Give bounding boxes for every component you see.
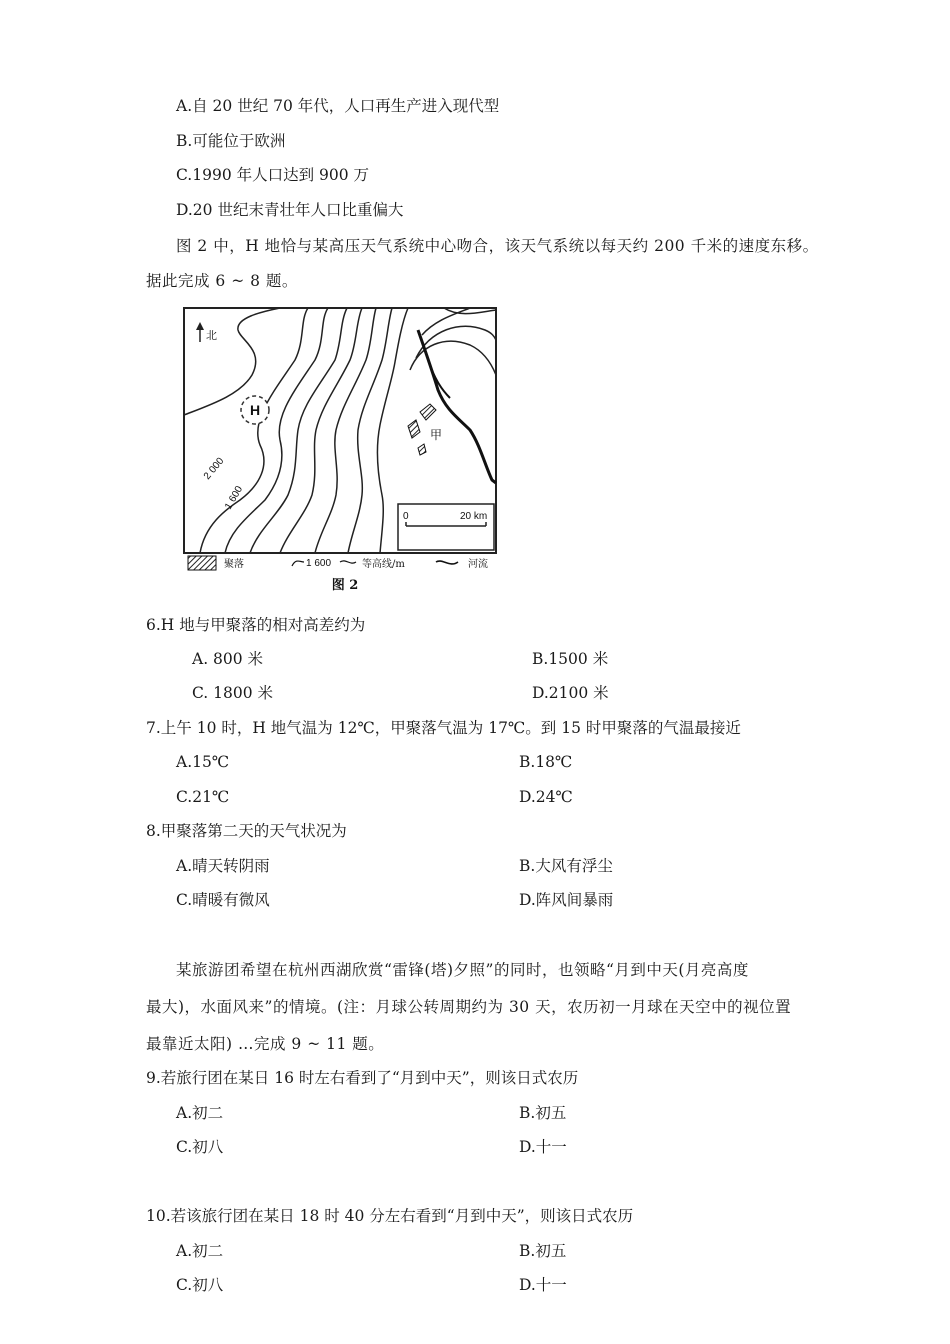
q7-option-c: C.21℃ bbox=[176, 788, 230, 806]
q8-option-d: D.阵风间暴雨 bbox=[519, 891, 614, 909]
scale-distance: 20 km bbox=[460, 511, 488, 522]
q8-option-c: C.晴暖有微风 bbox=[176, 891, 270, 909]
legend-contour-symbol bbox=[292, 561, 304, 566]
q9-stem: 9.若旅行团在某日 16 时左右看到了“月到中天”，则该日式农历 bbox=[146, 1069, 579, 1087]
intro-9-11-line2: 最大)，水面风来”的情境。(注：月球公转周期约为 30 天，农历初一月球在天空中的视位置 bbox=[146, 998, 792, 1016]
q6-stem: 6.H 地与甲聚落的相对高差约为 bbox=[146, 616, 366, 634]
legend-settlement-swatch bbox=[188, 556, 216, 570]
legend-river: 河流 bbox=[468, 559, 488, 570]
q10-option-d: D.十一 bbox=[519, 1276, 567, 1294]
legend-contour-value: 1 600 bbox=[306, 558, 332, 569]
legend-river-symbol bbox=[436, 561, 458, 564]
scale-zero: 0 bbox=[403, 511, 409, 522]
contour-label-2000: 2 000 bbox=[201, 455, 227, 482]
figure-caption: 图 2 bbox=[331, 578, 359, 593]
q7-stem: 7.上午 10 时，H 地气温为 12℃，甲聚落气温为 17℃。到 15 时甲聚落的气温最接近 bbox=[146, 719, 741, 737]
q9-option-d: D.十一 bbox=[519, 1138, 567, 1156]
intro-6-8-line2: 据此完成 6 ~ 8 题。 bbox=[146, 272, 298, 290]
high-label: H bbox=[249, 402, 261, 418]
q8-stem: 8.甲聚落第二天的天气状况为 bbox=[146, 822, 347, 840]
q9-option-c: C.初八 bbox=[176, 1138, 224, 1156]
intro-6-8-line1: 图 2 中，H 地恰与某高压天气系统中心吻合，该天气系统以每天约 200 千米的速度东移。 bbox=[176, 237, 819, 255]
q6-option-c: C. 1800 米 bbox=[192, 684, 274, 702]
intro-9-11-line1: 某旅游团希望在杭州西湖欣赏“雷锋(塔)夕照”的同时，也领略“月到中天(月亮高度 bbox=[176, 961, 749, 979]
q5-option-b: B.可能位于欧洲 bbox=[176, 132, 286, 150]
q9-option-a: A.初二 bbox=[176, 1104, 224, 1122]
north-label: 北 bbox=[206, 329, 217, 342]
q7-option-a: A.15℃ bbox=[176, 753, 230, 771]
q10-option-b: B.初五 bbox=[519, 1242, 567, 1260]
q5-option-a: A.自 20 世纪 70 年代，人口再生产进入现代型 bbox=[176, 97, 500, 115]
legend-settlement: 聚落 bbox=[224, 559, 244, 570]
q5-option-c: C.1990 年人口达到 900 万 bbox=[176, 166, 370, 184]
q7-option-d: D.24℃ bbox=[519, 788, 573, 806]
q6-option-a: A. 800 米 bbox=[192, 650, 264, 668]
q8-option-b: B.大风有浮尘 bbox=[519, 857, 613, 875]
intro-9-11-line3: 最靠近太阳) …完成 9 ~ 11 题。 bbox=[146, 1035, 385, 1053]
contour-map-figure bbox=[180, 300, 510, 596]
q6-option-d: D.2100 米 bbox=[532, 684, 609, 702]
contour-label-1600: 1 600 bbox=[223, 484, 246, 512]
q10-option-a: A.初二 bbox=[176, 1242, 224, 1260]
q5-option-d: D.20 世纪末青壮年人口比重偏大 bbox=[176, 201, 404, 219]
q7-option-b: B.18℃ bbox=[519, 753, 573, 771]
q6-option-b: B.1500 米 bbox=[532, 650, 609, 668]
q10-option-c: C.初八 bbox=[176, 1276, 224, 1294]
legend-contour: 等高线/m bbox=[362, 559, 405, 570]
settlement-label: 甲 bbox=[430, 428, 443, 442]
q8-option-a: A.晴天转阴雨 bbox=[176, 857, 270, 875]
q10-stem: 10.若该旅行团在某日 18 时 40 分左右看到“月到中天”，则该日式农历 bbox=[146, 1207, 634, 1225]
q9-option-b: B.初五 bbox=[519, 1104, 567, 1122]
